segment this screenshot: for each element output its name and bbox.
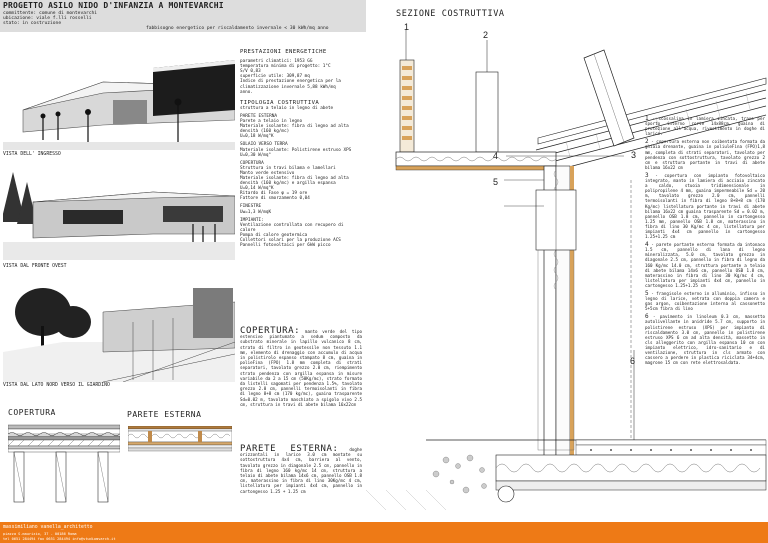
footer-bar — [0, 522, 768, 543]
solaio-line: Materiale isolante: Polistirene estruso XPS — [240, 147, 352, 153]
note-6: 6 - pavimento in linoleum 0.3 cm, massetto autolivellante in anidride 5.7 cm, supporto in polistirene estruso (XPS) per impianto di riscaldamento 3.0 cm, pannello in polistirene estruso XPS 6 cm ad alta densità, massetto in cls alleggerito con argilla espansa 10 cm con impianto elettrico, idro-sanitario e di ventilazione, struttura in cls armato con cassero a perdere in plastica riciclata 34+4cm, magrone 15 cm con rete elettrosaldata. — [645, 313, 765, 366]
copertura-desc-heading: COPERTURA: — [240, 326, 301, 336]
caption-ingresso: VISTA DELL' INGRESSO — [3, 152, 61, 157]
caption-ovest: VISTA DAL FRONTE OVEST — [3, 264, 67, 269]
prestazioni-line: S/V 0,83 — [240, 69, 261, 75]
copertura-spec-line: U=0,14 W/mq°K — [240, 186, 274, 192]
notes-column — [645, 116, 765, 365]
caption-nord: VISTA DAL LATO NORD VERSO IL GIARDINO — [3, 383, 110, 388]
prestazioni-line: superficie utile: 309,87 mq — [240, 74, 310, 80]
render-ingresso — [3, 50, 235, 150]
callout-5: 5 — [493, 177, 499, 187]
parete-spec-line: U=0,18 W/mq°K — [240, 134, 274, 140]
copertura-desc-text: manto verde del tipo estensivo piantumato a sedum composto da substrato minerale in lapillo vulcanico 8 cm, strato di filtro in geotessile non tessuto 1.1 mm, elemento di drenaggio con accumulo di acqua in polistirolo espanso stampato 8 cm, guaina in polieFina (FPO) 1.8 mm completa di strati separatori, tavolato grezzo 2.0 cm, riempimento strato pendenza con argilla espansa in misure variabile da 2 a 15 cm (50Kg/mc), strato formato da listelli sagomati per pendenza 1.5%, tavolato grezzo 2.0 cm, pannelli termoisolanti in fibra di legno 8+8 cm (170 kg/mc), guaina trasparente Sd=0.02 m, tavolato maschiato a spigolo vivo 2.5 cm, struttura in travi di abete bilama 16x22cm — [240, 329, 362, 407]
solaio-title: SOLAIO VERSO TERRA — [240, 142, 288, 148]
note-4: 4 - parete portante esterna formata da intonaco 1.5 cm, pannello di lana di legno mineralizzata, 5.0 cm, tavolato grezzo in diagonale 2.5 cm, pannello in fibra di legno da 160 Kg/mc 14.0 cm, struttura portante a telaio di abete bilama 14x6 cm, pannello OSB 1.8 cm, materassino in fibra di lino 30 Kg/mc 4 cm, listellatura per impianti 4x4 cm, pannello in cartongesso 1.25+1.25 cm — [645, 241, 765, 288]
note-3: 3 - copertura con impianto fotovoltaico integrato, manto in lamiera di acciaio zincato a caldo, stuoia tridimensionale in polipropilene 4 mm, guaina impermeabile Sd = 20 m, tavolato grezzo 2.0 cm, pannelli termoisolanti in fibra di legno 8+8+8 cm (170 Kg/mc) listellatura portante in travi di abete bilama 16x22 cm guaina trasparente Sd = 0.02 m, pannello OSB 1.8 cm, pannello in cartongesso 1.25 mm, pannello OSB 1.8 cm, materassino in fibra di lino 30 Kg/mc 4 cm, listellatura per impianti 4x4 cm pannello in cartongesso 1.25+1.25 cm — [645, 171, 765, 240]
parete-spec-title: PARETE ESTERNA — [240, 113, 278, 119]
parete-desc-text: doghe orizzontali in larice 3.0 cm montate su sottostruttura 4x4 cm, barriera al vento, tavolato grezzo in diagonale 2.5 cm, pannello in fibra di legno 160 kg/mc 14 cm, struttura a telaio di abete bilama 14x6 cm, pannello OSB 1.8 cm, materassino in fibra di lino 30Kg/mc 4 cm, listellatura per impianti 4x4 cm, pannello in cartongesso 1.25 + 1.25 cm — [240, 447, 362, 494]
section-title: SEZIONE COSTRUTTIVA — [396, 9, 505, 19]
tipologia-title: TIPOLOGIA COSTRUTTIVA — [240, 99, 320, 106]
parete-spec-line: Parete a telaio in legno — [240, 119, 303, 125]
prestazioni-line: anno. — [240, 89, 253, 95]
prestazioni-line: parametri climatici: 1953 GG — [240, 59, 313, 65]
detail-copertura-title: COPERTURA — [8, 408, 56, 417]
architect-name: massimiliano vanella_architetto — [3, 525, 93, 530]
parete-spec-line: Materiale isolante: fibra di legno ad alta — [240, 124, 349, 130]
note-2: 2 - copertura esterna non coibentata formata da ghiaia drenante, guaina in poliuleFina (FPO)1,8 mm, completa di strati separatori, tavolato per pendenza con sottostruttura, tavolato grezzo 2 cm e struttura portante in travi di abete bilama 16x22 cm — [645, 138, 765, 170]
committente-line: committente: comune di montevarchi — [3, 11, 98, 16]
architect-contact: tel 0651 284494 fax 0651 284494 info@studiomvarch.it — [3, 537, 116, 541]
prestazioni-title: PRESTAZIONI ENERGETICHE — [240, 49, 327, 55]
render-nord — [3, 282, 235, 382]
tipologia-subtitle: struttura a telaio in legno di abete — [240, 105, 334, 111]
parete-desc-heading: PARETE ESTERNA: — [240, 444, 339, 454]
render-ovest — [3, 162, 235, 260]
fabbisogno-line: fabbisogno energetico per riscaldamento invernale < 30 kWh/mq anno — [146, 26, 329, 31]
copertura-spec-line: Ritardo di Fase φ = 19 ore — [240, 191, 308, 197]
parete-spec-line: densità (160 kg/mc) — [240, 129, 290, 135]
finestre-title: FINESTRE — [240, 204, 262, 210]
callout-6: 6 — [630, 356, 636, 366]
prestazioni-line: temperatura minima di progetto: 1°C — [240, 64, 331, 70]
architect-address: piazza S.maurizio, 37 - 00186 Roma — [3, 532, 77, 536]
title-block — [0, 0, 366, 32]
detail-parete-drawing — [128, 426, 232, 452]
prestazioni-line: climatizzazione invernale 5,88 kWh/mq — [240, 84, 336, 90]
copertura-description — [240, 326, 362, 407]
copertura-spec-title: COPERTURA — [240, 160, 264, 166]
callout-1: 1 — [404, 22, 410, 32]
solaio-line: U=0,30 W/mq° — [240, 152, 272, 158]
impianti-line: Pannelli fotovoltaici per 6kW picco — [240, 243, 331, 249]
impianti-line: Collettori solari per la produzione ACS — [240, 238, 341, 243]
parete-description — [240, 444, 362, 494]
note-1: 1 - scossalina in lamiera zincata, trave per sporto interno corte 14x88cm, guaina di protezione all'acqua, rivestimento in doghe di larice. — [645, 115, 765, 137]
project-title: PROGETTO ASILO NIDO D'INFANZIA A MONTEVARCHI — [3, 1, 224, 10]
detail-copertura-drawing — [8, 423, 120, 503]
copertura-spec-line: Fattore di smorzamento 0,04 — [240, 196, 310, 202]
impianti-line: Ventilazione controllata con recupero di — [240, 222, 344, 228]
copertura-spec-line: Materiale isolante: fibra di legno ad alta — [240, 175, 349, 181]
impianti-title: IMPIANTI: — [240, 217, 264, 223]
ubicazione-line: ubicazione: viale f.lli rosselli — [3, 16, 92, 21]
prestazioni-line: Indice di prestazione energetica per la — [240, 79, 341, 85]
note-5: 5 - frangisole esterno in alluminio, infisso in legno di larice, vetrata con doppia camera e gas argon, coibentazione interna al cassonetto 5+5cm fibra di lino — [645, 290, 765, 312]
copertura-spec-line: Struttura in travi bilama e lamellari — [240, 165, 336, 171]
callout-3: 3 — [631, 150, 637, 160]
impianti-line: calore — [240, 227, 256, 233]
copertura-spec-line: densità (160 kg/mc) e argilla espansa — [240, 181, 336, 187]
impianti-line: Pompa di calore geotermica — [240, 232, 308, 238]
detail-parete-title: PARETE ESTERNA — [127, 410, 202, 419]
copertura-spec-line: Manto verde estensivo — [240, 170, 295, 176]
callout-2: 2 — [483, 30, 489, 40]
stato-line: stato: in costruzione — [3, 21, 62, 26]
finestre-line: Uw=1,3 W/mqK — [240, 209, 272, 215]
callout-4: 4 — [493, 151, 499, 161]
